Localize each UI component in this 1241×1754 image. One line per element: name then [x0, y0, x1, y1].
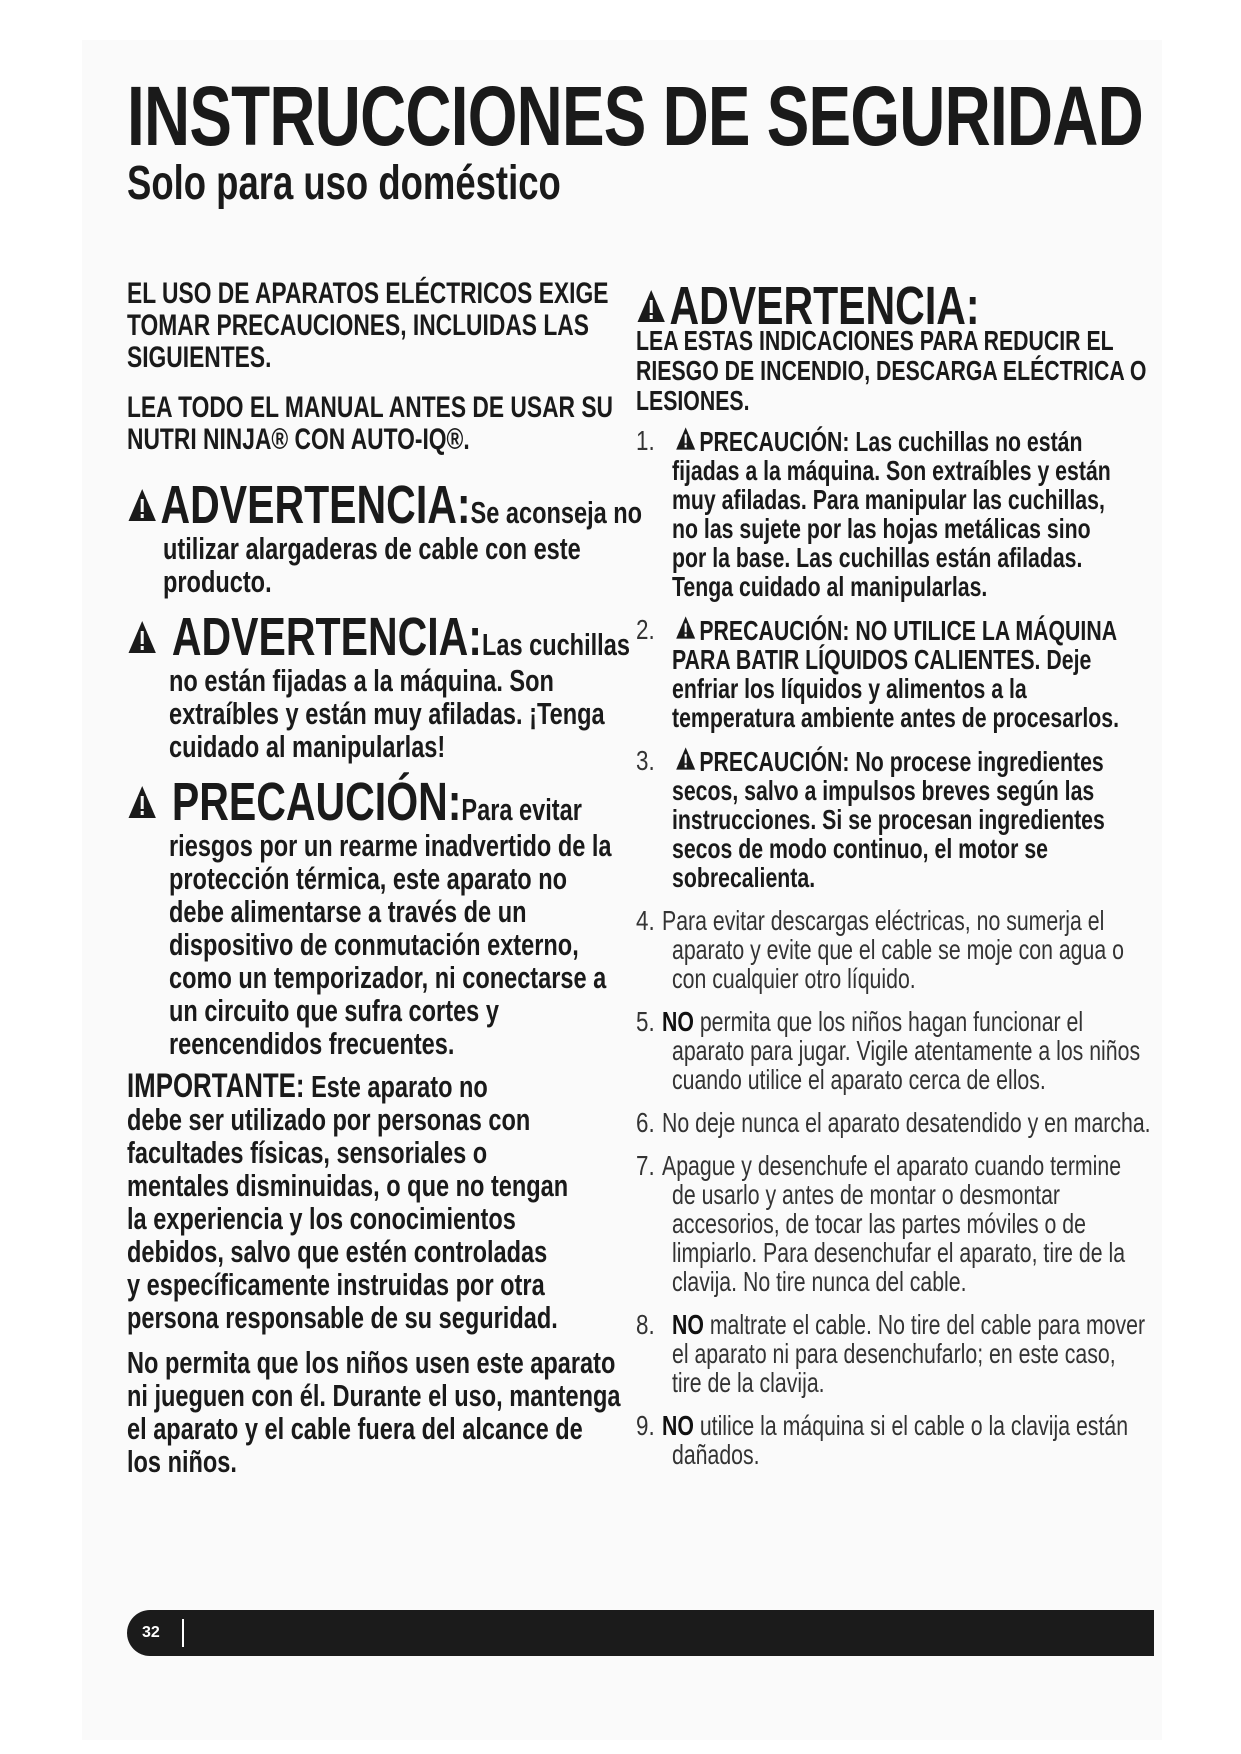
warning-heading: ADVERTENCIA: [669, 276, 980, 336]
list-line: temperatura ambiente antes de procesarlos. [672, 702, 1120, 733]
list-number: 5. [636, 1006, 655, 1037]
warning-line: LESIONES. [636, 385, 750, 416]
list-line: PRECAUCIÓN: Las cuchillas no están [699, 426, 1083, 457]
list-line: sobrecalienta. [672, 862, 816, 893]
caution-line: riesgos por un rearme inadvertido de la [169, 828, 612, 863]
children-line: el aparato y el cable fuera del alcance de [127, 1411, 583, 1446]
page-number: 32 [142, 1624, 160, 1641]
list-item [636, 1108, 1156, 1137]
list-line: maltrate el cable. No tire del cable para mover [709, 1309, 1146, 1340]
important-line: la experiencia y los conocimientos [127, 1201, 516, 1236]
list-item [636, 615, 1156, 732]
important-line: debe ser utilizado por personas con [127, 1102, 531, 1137]
list-line: Para evitar descargas eléctricas, no sumerja el [662, 905, 1105, 936]
warning-inline-text: Las cuchillas [481, 627, 630, 662]
list-line: aparato para jugar. Vigile atentamente a los niños [672, 1035, 1141, 1066]
list-strong-text: NO [672, 1309, 704, 1340]
warning-triangle-icon [675, 426, 696, 451]
warning-heading: ADVERTENCIA: [171, 607, 482, 667]
list-line: secos de modo continuo, el motor se [672, 833, 1049, 864]
important-paragraph [127, 1067, 707, 1335]
list-line: PRECAUCIÓN: NO UTILICE LA MÁQUINA [699, 615, 1118, 646]
list-line: no las sujete por las hojas metálicas sino [672, 513, 1091, 544]
warning-line: utilizar alargaderas de cable con este [163, 531, 581, 566]
title-text: INSTRUCCIONES DE SEGURIDAD [127, 69, 1143, 163]
list-strong-text: NO [662, 1410, 694, 1441]
list-item [636, 426, 1156, 601]
list-line: por la base. Las cuchillas están afiladas. [672, 542, 1083, 573]
caution-inline-text: Para evitar [461, 792, 582, 827]
caution-line: reencendidos frecuentes. [169, 1026, 455, 1061]
important-line: debidos, salvo que estén controladas [127, 1234, 548, 1269]
list-item [636, 906, 1156, 993]
list-line: aparato y evite que el cable se moje con agua o [672, 934, 1124, 965]
list-number: 6. [636, 1107, 655, 1138]
list-strong-text: NO [662, 1006, 694, 1037]
warning-line: RIESGO DE INCENDIO, DESCARGA ELÉCTRICA O [636, 355, 1147, 386]
warning-line: cuidado al manipularlas! [169, 729, 446, 764]
important-heading: IMPORTANTE: [127, 1067, 305, 1105]
children-line: No permita que los niños usen este aparato [127, 1345, 616, 1380]
subtitle-text: Solo para uso doméstico [127, 157, 561, 210]
caution-line: debe alimentarse a través de un [169, 894, 527, 929]
list-line: Tenga cuidado al manipularlas. [672, 571, 988, 602]
caution-line: dispositivo de conmutación externo, [169, 927, 579, 962]
warning-inline-text: Se aconseja no [470, 495, 643, 530]
list-line: accesorios, de tocar las partes móviles o de [672, 1208, 1086, 1239]
list-line: limpiarlo. Para desenchufar el aparato, tire de la [672, 1237, 1126, 1268]
list-line: Apague y desenchufe el aparato cuando termine [662, 1150, 1122, 1181]
important-inline-text: Este aparato no [311, 1069, 488, 1104]
list-line: de usarlo y antes de montar o desmontar [672, 1179, 1060, 1210]
list-line: tire de la clavija. [672, 1367, 825, 1398]
caution-heading: PRECAUCIÓN: [171, 772, 462, 832]
caution-line: un circuito que sufra cortes y [169, 993, 499, 1028]
children-line: los niños. [127, 1444, 237, 1479]
intro-line: TOMAR PRECAUCIONES, INCLUIDAS LAS [127, 309, 589, 342]
footer-bar [127, 1610, 1154, 1656]
read-line: LEA TODO EL MANUAL ANTES DE USAR SU [127, 391, 614, 424]
list-line: muy afiladas. Para manipular las cuchillas, [672, 484, 1105, 515]
warning-triangle-icon [675, 615, 696, 640]
list-number: 7. [636, 1150, 655, 1181]
list-line: permita que los niños hagan funcionar el [699, 1006, 1084, 1037]
list-number: 1. [636, 425, 655, 456]
warning-line: extraíbles y están muy afiladas. ¡Tenga [169, 696, 605, 731]
caution-line: protección térmica, este aparato no [169, 861, 568, 896]
important-line: facultades físicas, sensoriales o [127, 1135, 488, 1170]
list-line: cuando utilice el aparato cerca de ellos. [672, 1064, 1046, 1095]
safety-list [636, 426, 1156, 1483]
list-item [636, 746, 1156, 892]
list-line: PARA BATIR LÍQUIDOS CALIENTES. Deje [672, 644, 1092, 675]
list-line: No deje nunca el aparato desatendido y en marcha. [662, 1107, 1151, 1138]
important-line: persona responsable de su seguridad. [127, 1300, 558, 1335]
list-item [636, 1411, 1156, 1469]
warning-heading: ADVERTENCIA: [160, 475, 471, 535]
warning-triangle-icon [675, 746, 696, 771]
warning-line: producto. [163, 564, 272, 599]
list-number: 4. [636, 905, 655, 936]
page-subtitle [127, 157, 698, 210]
important-line: y específicamente instruidas por otra [127, 1267, 545, 1302]
important-line: mentales disminuidas, o que no tengan [127, 1168, 569, 1203]
warning-triangle-icon [127, 619, 157, 655]
list-number: 9. [636, 1410, 655, 1441]
warning-line: no están fijadas a la máquina. Son [169, 663, 554, 698]
list-line: fijadas a la máquina. Son extraíbles y están [672, 455, 1111, 486]
list-line: instrucciones. Si se procesan ingredientes [672, 804, 1105, 835]
list-item [636, 1310, 1156, 1397]
warning-triangle-icon [127, 784, 157, 820]
warning-triangle-icon [127, 487, 157, 523]
warning-triangle-icon [636, 288, 666, 324]
list-number: 8. [636, 1309, 655, 1340]
intro-line: EL USO DE APARATOS ELÉCTRICOS EXIGE [127, 277, 609, 310]
list-line: clavija. No tire nunca del cable. [672, 1266, 967, 1297]
warning-extension-cords-body [163, 532, 713, 598]
right-warning-body [636, 326, 1241, 416]
list-number: 2. [636, 614, 655, 645]
list-line: dañados. [672, 1439, 760, 1470]
children-line: ni jueguen con él. Durante el uso, mantenga [127, 1378, 621, 1413]
list-line: utilice la máquina si el cable o la clavija están [699, 1410, 1129, 1441]
page-title [127, 69, 1241, 163]
caution-line: como un temporizador, ni conectarse a [169, 960, 607, 995]
list-number: 3. [636, 745, 655, 776]
list-item [636, 1151, 1156, 1296]
list-line: el aparato ni para desenchufarlo; en este caso, [672, 1338, 1116, 1369]
warning-line: LEA ESTAS INDICACIONES PARA REDUCIR EL [636, 325, 1114, 356]
list-line: enfriar los líquidos y alimentos a la [672, 673, 1027, 704]
read-line: NUTRI NINJA® CON AUTO-IQ®. [127, 423, 470, 456]
list-line: con cualquier otro líquido. [672, 963, 916, 994]
list-item [636, 1007, 1156, 1094]
list-line: PRECAUCIÓN: No procese ingredientes [699, 746, 1104, 777]
footer-divider [182, 1619, 184, 1647]
intro-line: SIGUIENTES. [127, 341, 272, 374]
list-line: secos, salvo a impulsos breves según las [672, 775, 1095, 806]
